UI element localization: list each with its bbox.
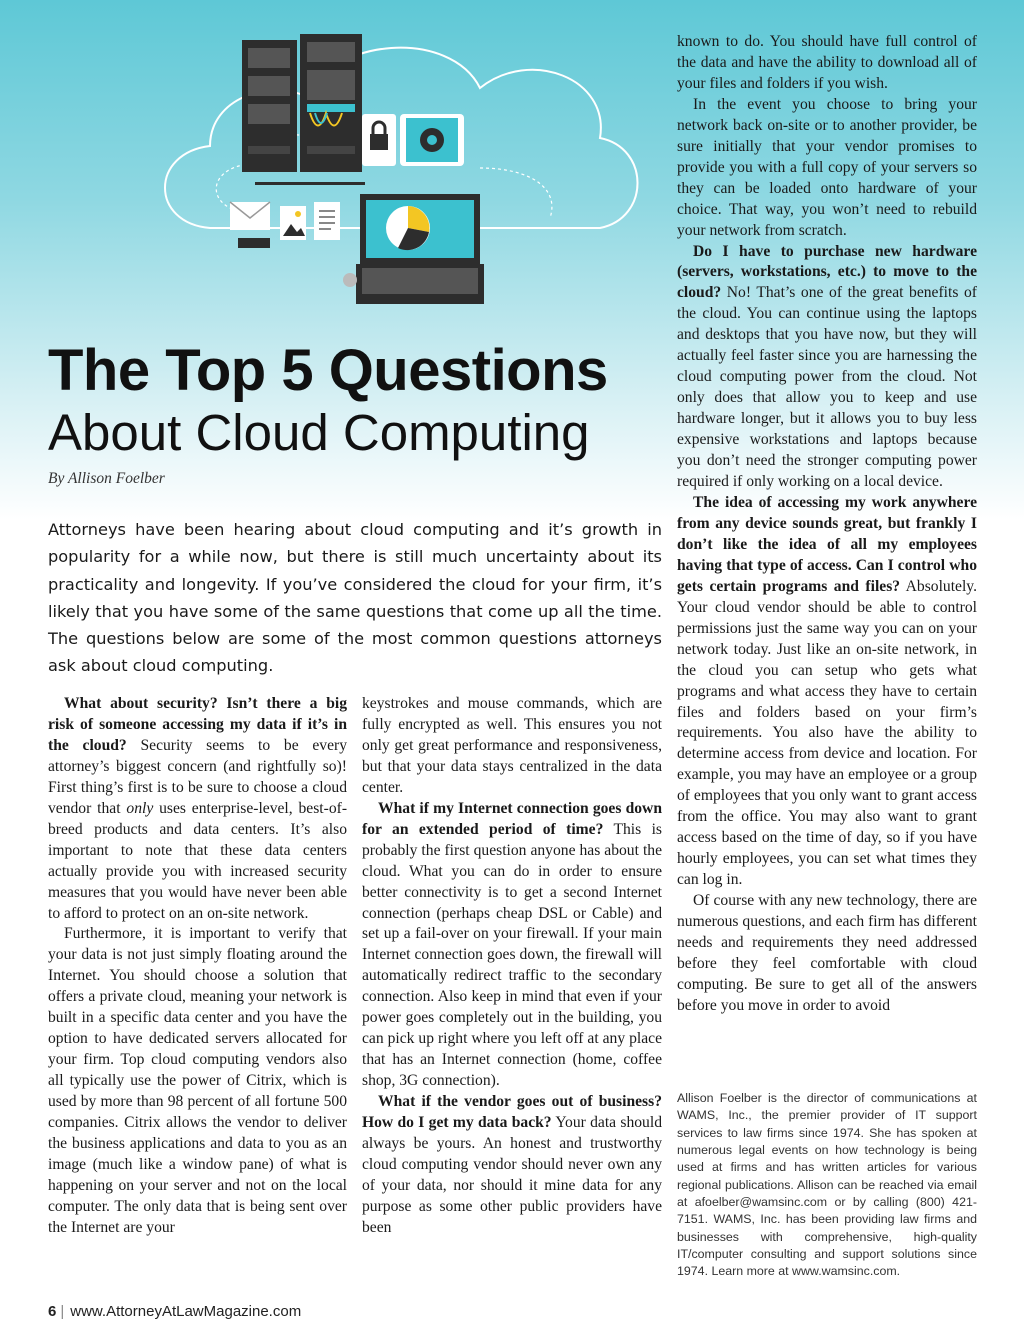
question-heading: What if my Internet connection goes down for an extended period of time? (362, 799, 662, 838)
envelope-icon (230, 202, 270, 230)
author-bio: Allison Foelber is the director of communications at WAMS, Inc., the premier provider of IT support services to law firms since 1974. She has spoken at numerous legal events on how technology is being used at firms and has written articles for various regional publications. Allison can be reached via email at afoelber@wamsinc.com or by calling (800) 421-7151. WAMS, Inc. has been providing law firms and businesses with comprehensive, high-quality IT/computer consulting and support solutions since 1974. Learn more at www.wamsinc.com. (677, 1091, 977, 1279)
paragraph (48, 694, 347, 924)
column-1 (48, 694, 347, 1239)
paragraph: keystrokes and mouse commands, which are fully encrypted as well. This ensures you not only get great performance and responsiveness, but that your data stays centralized in the data center. (362, 695, 662, 796)
lock-icon (362, 114, 396, 166)
paragraph (362, 799, 662, 1092)
question-heading: What if the vendor goes out of business? How do I get my data back? (362, 1093, 662, 1132)
answer-text: This is probably the first question anyone has about the cloud. What you can do in order to ensure better connectivity is to get a second Internet connection (perhaps cheap DSL or Cable) and set up a fail-over on your firewall. If your main Internet connection goes down, the firewall will automatically redirect traffic to the secondary connection. Also keep in mind that even if your power goes completely out in the building, you can pick up right where you left off at any place that has an Internet connection (home, coffee shop, 3G connection). (362, 820, 663, 1090)
article-title (48, 338, 668, 462)
paragraph: Furthermore, it is important to verify that your data is not just simply floating around the Internet. You should choose a solution that offers a private cloud, meaning your network is built in a specific data center and you have the option to have dedicated servers allocated for your firm. Top cloud computing vendors also all typically use the power of Citrix, which is used by more than 98 percent of all fortune 500 companies. Citrix allows the vendor to deliver the business applications and data to you as an image (much like a window pane) of what is happening on your server and not on the local computer. The only data that is being sent over the Internet are your (48, 925, 347, 1236)
column-3 (677, 32, 977, 1017)
document-icon (314, 202, 340, 240)
paragraph (362, 1092, 662, 1239)
paragraph (677, 242, 977, 493)
gear-icon (400, 114, 464, 166)
column-2 (362, 694, 662, 1239)
footer-url[interactable]: www.AttorneyAtLawMagazine.com (70, 1303, 302, 1320)
paragraph (677, 493, 977, 891)
paragraph: known to do. You should have full control of the data and have the ability to download all of your files and folders if you wish. (677, 33, 977, 92)
image-icon (280, 206, 306, 240)
question-heading: Do I have to purchase new hardware (servers, workstations, etc.) to move to the cloud? (677, 242, 977, 302)
page-number: 6 (48, 1303, 57, 1320)
question-heading: The idea of accessing my work anywhere from any device sounds great, but frankly I don’t like the idea of all my employees having that type of access. Can I control who gets certain programs and files? (677, 493, 977, 595)
answer-text: Absolutely. Your cloud vendor should be able to control permissions just the same way you can on your network today. Just like an on-site network, in the cloud you can setup who gets what programs and what access they have to certain files and folders based on your firm’s requirements. You also have the ability to determine access from device and location. For example, you may have an employee or a group of employees that you only want to grant access from the office. You may also want to grant access based on the time of day, so if you have hourly employees, you can set what times they can log in. (677, 577, 977, 889)
page-footer (48, 1303, 301, 1320)
intro-paragraph: Attorneys have been hearing about cloud computing and it’s growth in popularity for a while now, but there is still much uncertainty about its practicality and longevity. If you’ve considered the cloud for your firm, it’s likely that you have some of the same questions that come up all the time. The questions below are some of the most common questions attorneys ask about cloud computing. (48, 520, 662, 676)
footer-divider: | (60, 1303, 65, 1320)
question-heading: What about security? Isn’t there a big risk of someone accessing my data if it’s in the cloud? (48, 695, 347, 754)
answer-text: Your data should always be yours. An honest and trustworthy cloud computing vendor should never own any of your data, nor should it mine data for any purpose as some other public providers have been (362, 1114, 662, 1236)
answer-text: Security seems to be every attorney’s biggest concern (and rightfully so)! First thing’s first is to be sure to choose a cloud vendor that (48, 736, 347, 817)
answer-text: uses enterprise-level, best-of-breed products and data centers. It’s also important to note that these data centers actually provide you with increased security measures that you would have never been able to afford to protect on an on-site network. (48, 799, 348, 922)
phone-icon (238, 238, 270, 248)
server-rack-icon (242, 34, 362, 172)
paragraph: Of course with any new technology, there are numerous questions, and each firm has different needs and requirements they need addressed before they feel comfortable with cloud computing. Be sure to get all of the answers before you move in order to avoid (677, 892, 977, 1014)
byline: By Allison Foelber (48, 470, 165, 487)
laptop-icon (343, 194, 484, 304)
title-sub: About Cloud Computing (48, 404, 590, 461)
cloud-computing-illustration (150, 18, 670, 318)
pen-icon (255, 182, 365, 185)
paragraph: In the event you choose to bring your network back on-site or to another provider, be sure initially that your vendor promises to provide you with a full copy of your servers so they can be loaded onto hardware of your choice. That way, you won’t need to rebuild your network from scratch. (677, 95, 977, 239)
answer-text: No! That’s one of the great benefits of the cloud. You can continue using the laptops and desktops that you have now, but they will actually feel faster since you are harnessing the cloud computing power from the cloud. Not only does that allow you to keep and use hardware longer, but it allows you to buy less expensive workstations and laptops because you don’t need the stronger computing power required if only working on a local device. (677, 284, 977, 491)
title-main: The Top 5 Questions (48, 338, 608, 403)
emphasis: only (126, 799, 154, 817)
